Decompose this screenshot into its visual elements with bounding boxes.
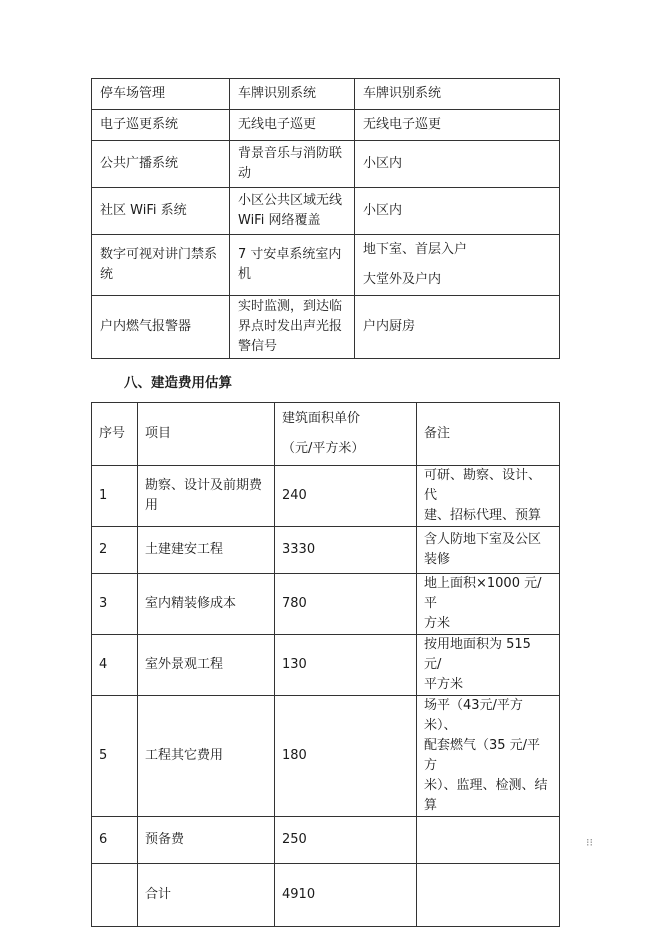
cell-line: （元/平方米） xyxy=(282,441,365,456)
cost-estimate-table xyxy=(91,402,560,927)
system-location-cell xyxy=(355,188,560,235)
cell-line: 小区内 xyxy=(363,156,403,171)
row-item-cell xyxy=(138,574,275,635)
system-spec-cell xyxy=(230,296,355,359)
cell-line: 背景音乐与消防联 xyxy=(238,146,343,161)
cell-line xyxy=(363,260,552,270)
row-price-cell xyxy=(275,466,417,527)
cell-line: 配套燃气（35 元/平方 xyxy=(424,738,541,773)
cell-line: 车牌识别系统 xyxy=(363,86,442,101)
corner-mark: ⁝⁝ xyxy=(586,836,593,849)
system-name-cell xyxy=(92,79,230,110)
cell-line: 4910 xyxy=(282,887,316,902)
table-row xyxy=(92,817,560,864)
header-item xyxy=(138,403,275,466)
row-price-cell xyxy=(275,696,417,817)
cell-line: 备注 xyxy=(424,426,451,441)
row-no-cell xyxy=(92,864,138,927)
cell-line: 1 xyxy=(99,488,108,503)
section-heading: 八、建造费用估算 xyxy=(124,375,232,391)
table-row xyxy=(92,466,560,527)
cell-line: 3 xyxy=(99,596,108,611)
row-item-cell xyxy=(138,696,275,817)
cell-line: 统 xyxy=(100,267,114,282)
cell-line: 米）、监理、检测、结 xyxy=(424,778,548,793)
header-no xyxy=(92,403,138,466)
cell-line xyxy=(424,890,552,900)
cell-line: 4 xyxy=(99,657,108,672)
cell-line: 用 xyxy=(145,498,159,513)
system-name-cell xyxy=(92,188,230,235)
cell-line: 算 xyxy=(424,798,438,813)
table-row xyxy=(92,296,560,359)
cell-line: 动 xyxy=(238,166,252,181)
cell-line: 实时监测，到达临 xyxy=(238,299,343,314)
cell-line: 方米 xyxy=(424,616,451,631)
system-spec-cell xyxy=(230,235,355,296)
table-row xyxy=(92,696,560,817)
cell-line: 场平（43元/平方米）、 xyxy=(424,698,523,733)
cell-line: 电子巡更系统 xyxy=(100,117,179,132)
row-price-cell xyxy=(275,817,417,864)
row-item-cell xyxy=(138,466,275,527)
system-name-cell xyxy=(92,141,230,188)
cell-line: 180 xyxy=(282,748,307,763)
row-note-cell xyxy=(417,817,560,864)
cell-line: 小区内 xyxy=(363,203,403,218)
row-note-cell xyxy=(417,696,560,817)
row-note-cell xyxy=(417,864,560,927)
table-row xyxy=(92,574,560,635)
row-note-cell xyxy=(417,574,560,635)
cell-line: 工程其它费用 xyxy=(145,748,224,763)
table-row xyxy=(92,188,560,235)
cell-line: 机 xyxy=(238,267,252,282)
cell-line: 250 xyxy=(282,832,307,847)
row-price-cell xyxy=(275,527,417,574)
cell-line: 室内精装修成本 xyxy=(145,596,237,611)
row-no-cell xyxy=(92,574,138,635)
cell-line: 130 xyxy=(282,657,307,672)
row-note-cell xyxy=(417,527,560,574)
cell-line: 3330 xyxy=(282,542,316,557)
table-header-row xyxy=(92,403,560,466)
table-row xyxy=(92,110,560,141)
cell-line: 建、招标代理、预算 xyxy=(424,508,542,523)
cell-line xyxy=(282,429,409,439)
cell-line: 社区 WiFi 系统 xyxy=(100,203,187,218)
system-name-cell xyxy=(92,110,230,141)
cell-line: 含人防地下室及公区 xyxy=(424,532,542,547)
header-note xyxy=(417,403,560,466)
cell-line: 地上面积×1000 元/平 xyxy=(424,576,542,611)
cell-line: 公共广播系统 xyxy=(100,156,179,171)
cell-line: 预备费 xyxy=(145,832,185,847)
system-spec-cell xyxy=(230,141,355,188)
row-item-cell xyxy=(138,817,275,864)
system-location-cell xyxy=(355,235,560,296)
cell-line: WiFi 网络覆盖 xyxy=(238,213,321,228)
table-row xyxy=(92,635,560,696)
cell-line: 5 xyxy=(99,748,108,763)
cell-line: 勘察、设计及前期费 xyxy=(145,478,263,493)
table-row xyxy=(92,79,560,110)
system-spec-cell xyxy=(230,188,355,235)
cell-line: 大堂外及户内 xyxy=(363,272,442,287)
header-price xyxy=(275,403,417,466)
cell-line: 序号 xyxy=(99,426,126,441)
cell-line: 停车场管理 xyxy=(100,86,166,101)
cell-line xyxy=(99,890,130,900)
cell-line: 项目 xyxy=(145,426,172,441)
cell-line: 无线电子巡更 xyxy=(363,117,442,132)
row-note-cell xyxy=(417,466,560,527)
row-no-cell xyxy=(92,696,138,817)
row-no-cell xyxy=(92,527,138,574)
row-price-cell xyxy=(275,635,417,696)
cell-line: 装修 xyxy=(424,552,451,567)
row-no-cell xyxy=(92,817,138,864)
system-location-cell xyxy=(355,141,560,188)
cell-line: 可研、勘察、设计、代 xyxy=(424,468,542,503)
cell-line: 240 xyxy=(282,488,307,503)
row-item-cell xyxy=(138,864,275,927)
table-row xyxy=(92,527,560,574)
cell-line: 界点时发出声光报 xyxy=(238,319,343,334)
table-row xyxy=(92,864,560,927)
cell-line: 按用地面积为 515 元/ xyxy=(424,637,531,672)
systems-table xyxy=(91,78,560,359)
cell-line: 户内燃气报警器 xyxy=(100,319,192,334)
cell-line: 户内厨房 xyxy=(363,319,416,334)
cell-line: 平方米 xyxy=(424,677,464,692)
cell-line: 小区公共区域无线 xyxy=(238,193,343,208)
cell-line: 7 寸安卓系统室内 xyxy=(238,247,342,262)
cell-line: 建筑面积单价 xyxy=(282,411,361,426)
row-item-cell xyxy=(138,635,275,696)
cell-line: 数字可视对讲门禁系 xyxy=(100,247,218,262)
row-note-cell xyxy=(417,635,560,696)
system-location-cell xyxy=(355,79,560,110)
cell-line: 警信号 xyxy=(238,339,278,354)
row-item-cell xyxy=(138,527,275,574)
row-no-cell xyxy=(92,635,138,696)
system-spec-cell xyxy=(230,79,355,110)
cell-line: 地下室、首层入户 xyxy=(363,242,468,257)
cell-line: 2 xyxy=(99,542,108,557)
row-price-cell xyxy=(275,574,417,635)
cell-line xyxy=(424,835,552,845)
row-price-cell xyxy=(275,864,417,927)
system-name-cell xyxy=(92,296,230,359)
cell-line: 室外景观工程 xyxy=(145,657,224,672)
cell-line: 6 xyxy=(99,832,108,847)
table-row xyxy=(92,141,560,188)
system-location-cell xyxy=(355,110,560,141)
system-spec-cell xyxy=(230,110,355,141)
system-location-cell xyxy=(355,296,560,359)
system-name-cell xyxy=(92,235,230,296)
row-no-cell xyxy=(92,466,138,527)
cell-line: 无线电子巡更 xyxy=(238,117,317,132)
cell-line: 土建建安工程 xyxy=(145,542,224,557)
cell-line: 车牌识别系统 xyxy=(238,86,317,101)
table-row xyxy=(92,235,560,296)
cell-line: 合计 xyxy=(145,887,172,902)
cell-line: 780 xyxy=(282,596,307,611)
